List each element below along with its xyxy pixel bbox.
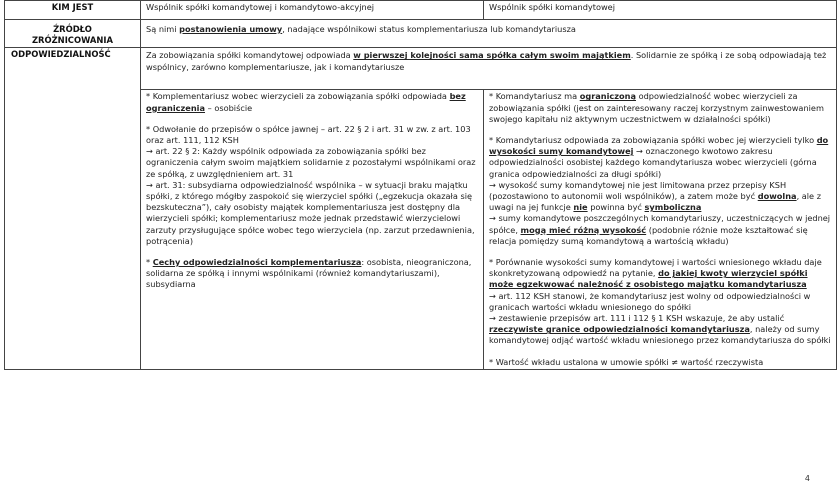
right-p1-emph: ograniczoną xyxy=(579,91,636,102)
right-p7 xyxy=(489,313,831,347)
right-p5 xyxy=(489,257,831,291)
right-p3-a: → wysokość sumy komandytowej nie jest limitowana przez przepisy KSH (pozostawiono to autonomii woli wspólników), a zatem może być xyxy=(489,179,787,202)
right-p5-a: * Porównanie wysokości sumy komandytowej i wartości wniesionego wkładu daje skonkretyzowaną odpowiedź na pytanie, xyxy=(489,257,822,279)
comparison-table xyxy=(4,0,837,370)
left-p4: → art. 31: subsydiarna odpowiedzialność wspólnika – w sytuacji braku majątku spółki, z którego mógłby zaspokoić się wierzyciel spółki („egzekucja okazała się bezskuteczna”), cały osobisty majątek komplementariusza jest dostępny dla wierzycieli spółki; komplementariusz może jednak przedstawić wierzycielowi zarzuty przysługujące spółce wobec tego wierzyciela (np. zarzut przedawnienia, potrącenia) xyxy=(146,179,475,246)
right-p2-pre: * Komandytariusz odpowiada za zobowiązania spółki wobec jej wierzycieli tylko xyxy=(489,135,817,146)
right-p3-c: powinna być xyxy=(587,202,645,213)
zrodlo-text-pre: Są nimi xyxy=(146,24,180,34)
right-p4-b: (podobnie różnie może kształtować się relacja pomiędzy sumą komandytową a wartością wkładu) xyxy=(489,224,808,246)
right-p7-emph: rzeczywiste granice odpowiedzialności komandytariusza xyxy=(489,324,750,335)
left-p1-emph: bez ograniczenia xyxy=(146,91,466,113)
right-p8: * Wartość wkładu ustalona w umowie spółki ≠ wartość rzeczywista xyxy=(489,356,764,367)
cell-odpowiedzialnosc-intro xyxy=(141,48,837,90)
left-p5-emph: Cechy odpowiedzialności komplementariusza xyxy=(152,257,362,268)
left-p3: → art. 22 § 2: Każdy wspólnik odpowiada za zobowiązania spółki bez ograniczenia całym swoim majątkiem solidarnie z pozostałymi wspólnikami oraz ze spółką, z uwzględnieniem art. 31 xyxy=(146,146,476,179)
left-p5-post: : osobista, nieograniczona, solidarna ze spółką i innymi wspólnikami (również komandytariuszami), subsydiarna xyxy=(146,257,472,290)
left-p1-pre: * Komplementariusz wobec wierzycieli za zobowiązania spółki odpowiada xyxy=(146,91,450,102)
right-p4-a: → sumy komandytowe poszczególnych komandytariuszy, uczestniczących w jednej spółce, xyxy=(489,213,831,235)
right-p3-emph3: symboliczna xyxy=(644,202,702,213)
left-p2: * Odwołanie do przepisów o spółce jawnej – art. 22 § 2 i art. 31 w zw. z art. 103 oraz art. 111, 112 KSH xyxy=(146,123,471,146)
right-p3-emph2: nie xyxy=(573,202,588,213)
right-p2-post: → oznaczonego kwotowo zakresu odpowiedzialności osobistej każdego komandytariusza wobec wierzycieli (górna granica odpowiedzialności za długi spółki) xyxy=(489,146,817,179)
right-p4-emph: mogą mieć różną wysokość xyxy=(520,224,647,235)
right-p1-post: odpowiedzialność wobec wierzycieli za zobowiązania spółki (jest on zainteresowany raczej korzystnym zainwestowaniem swojego kapitału niż aktywnym uczestnictwem w działalności spółki) xyxy=(489,91,824,124)
right-p1-pre: * Komandytariusz ma xyxy=(489,91,580,102)
label-kim-jest: KIM JEST xyxy=(5,1,141,20)
right-p4 xyxy=(489,213,831,247)
intro-emph: w pierwszej kolejności sama spółka całym swoim majątkiem xyxy=(353,50,631,61)
right-p7-a: → zestawienie przepisów art. 111 i 112 § 1 KSH wskazuje, że aby ustalić xyxy=(489,313,785,324)
right-p3-emph1: dowolna xyxy=(757,191,797,202)
row-zrodlo xyxy=(5,20,837,48)
cell-komandytariusz xyxy=(484,90,837,369)
right-p3-b: , ale z uwagi na jej funkcje xyxy=(489,191,821,213)
right-p5-emph: do jakiej kwoty wierzyciel spółki może egzekwować należność z osobistego majątku komandytariusza xyxy=(489,268,808,290)
right-p1 xyxy=(489,91,831,125)
cell-komplementariusz xyxy=(141,90,484,369)
right-p7-b: , należy od sumy komandytowej odjąć wartość wkładu wniesionego przez komandytariusza do spółki xyxy=(489,324,831,346)
right-p2-emph: do wysokości sumy komandytowej xyxy=(489,135,829,157)
left-p1 xyxy=(146,91,478,113)
zrodlo-text-emph: postanowienia umowy xyxy=(179,24,283,34)
left-p5-pre: * xyxy=(146,257,153,268)
cell-zrodlo xyxy=(141,20,837,48)
cell-kim-jest-right: Wspólnik spółki komandytowej xyxy=(484,1,837,20)
zrodlo-text-post: , nadające wspólnikowi status komplementariusza lub komandytariusza xyxy=(282,24,576,34)
intro-pre: Za zobowiązania spółki komandytowej odpowiada xyxy=(146,50,354,61)
page-number: 4 xyxy=(804,474,810,483)
label-odpowiedzialnosc: ODPOWIEDZIALNOŚĆ xyxy=(5,48,141,369)
row-kim-jest xyxy=(5,1,837,20)
left-p1-post: – osobiście xyxy=(205,102,253,113)
label-zrodlo: ŹRÓDŁO ZRÓŻNICOWANIA xyxy=(5,20,141,48)
intro-post: . Solidarnie ze spółką i ze sobą odpowiadają też wspólnicy, zarówno komplementariusze, jak i komandytariusze xyxy=(146,50,827,72)
cell-kim-jest-left: Wspólnik spółki komandytowej i komandytowo-akcyjnej xyxy=(141,1,484,20)
row-odpowiedzialnosc-intro xyxy=(5,48,837,90)
right-p2 xyxy=(489,135,831,180)
right-p3 xyxy=(489,180,831,214)
left-p5 xyxy=(146,257,478,291)
right-p6: → art. 112 KSH stanowi, że komandytariusz jest wolny od odpowiedzialności w granicach wartości wkładu wniesionego do spółki xyxy=(489,290,811,312)
